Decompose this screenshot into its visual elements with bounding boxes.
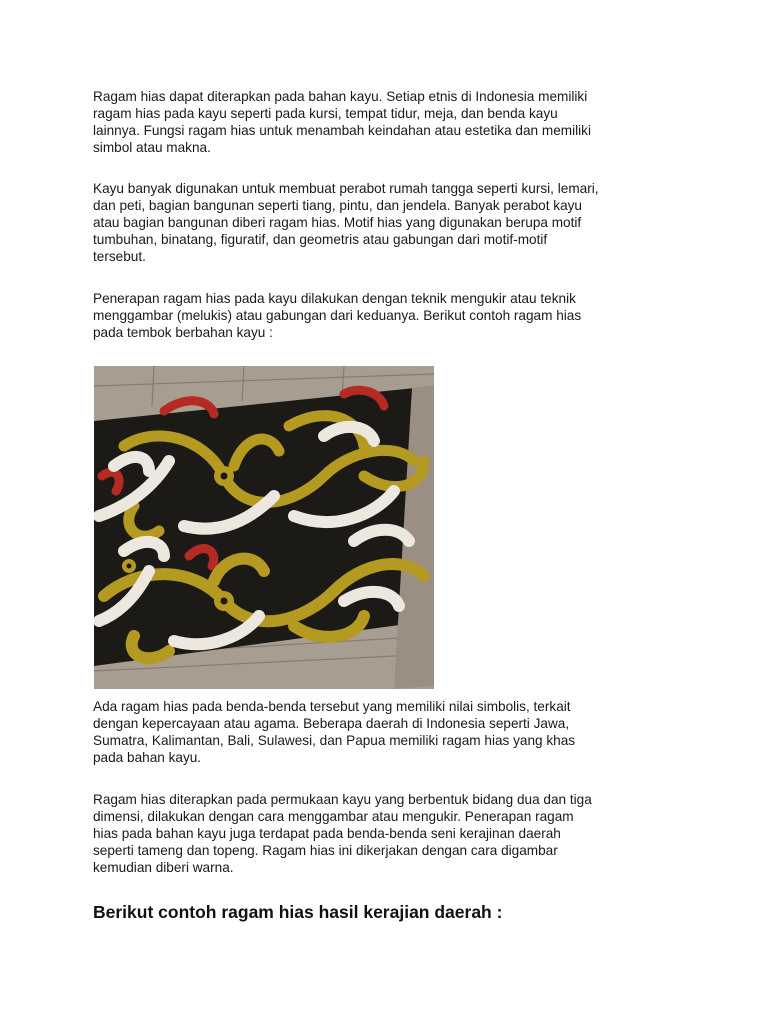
section-heading: Berikut contoh ragam hias hasil kerajian daerah : — [93, 902, 503, 922]
paragraph-application: Ragam hias diterapkan pada permukaan kayu yang berbentuk bidang dua dan tiga dimensi, dilakukan dengan cara menggambar atau mengukir. Penerapan ragam hias pada bahan kayu juga terdapat pada benda-benda seni kerajinan daerah seperti tameng dan topeng. Ragam hias ini dikerjakan dengan cara digambar kemudian diberi warna. — [93, 792, 592, 875]
wood-wall-ornament-photo — [94, 366, 434, 689]
paragraph-furniture: Kayu banyak digunakan untuk membuat perabot rumah tangga seperti kursi, lemari, dan peti, bagian bangunan seperti tiang, pintu, dan jendela. Banyak perabot kayu atau bagian bangunan diberi ragam hias. Motif hias yang digunakan berupa motif tumbuhan, binatang, figuratif, dan geometris atau gabungan dari motif-motif tersebut. — [93, 181, 599, 264]
paragraph-technique: Penerapan ragam hias pada kayu dilakukan dengan teknik mengukir atau teknik menggambar (melukis) atau gabungan dari keduanya. Berikut contoh ragam hias pada tembok berbahan kayu : — [93, 291, 582, 340]
paragraph-intro: Ragam hias dapat diterapkan pada bahan kayu. Setiap etnis di Indonesia memiliki ragam hias pada kayu seperti pada kursi, tempat tidur, meja, dan benda kayu lainnya. Fungsi ragam hias untuk menambah keindahan atau estetika dan memiliki simbol atau makna. — [93, 89, 591, 155]
paragraph-symbolic: Ada ragam hias pada benda-benda tersebut yang memiliki nilai simbolis, terkait dengan kepercayaan atau agama. Beberapa daerah di Indonesia seperti Jawa, Sumatra, Kalimantan, Bali, Sulawesi, dan Papua memiliki ragam hias yang khas pada bahan kayu. — [93, 699, 576, 765]
